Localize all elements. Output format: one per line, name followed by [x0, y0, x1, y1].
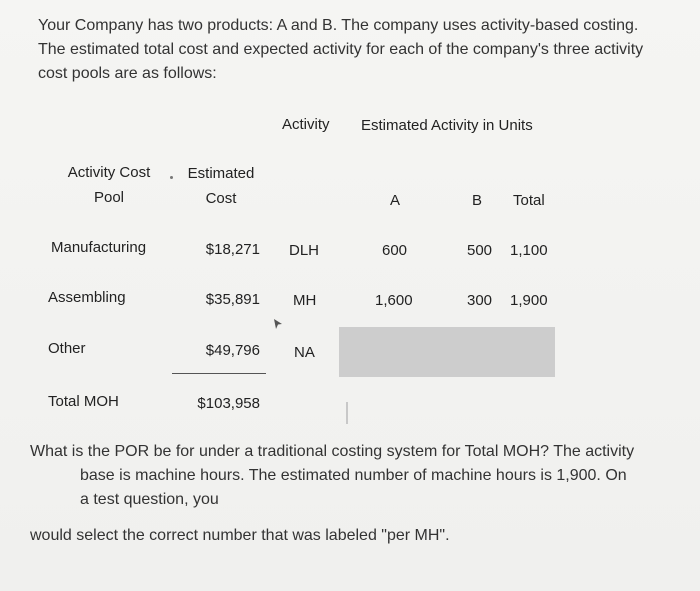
text-cursor [346, 402, 348, 424]
header-activity: Activity [282, 116, 330, 133]
header-cost-line2: Cost [205, 190, 237, 207]
row-manufacturing-pool: Manufacturing [51, 239, 147, 256]
header-estimated-activity: Estimated Activity in Units [361, 117, 533, 134]
row-manufacturing-a: 600 [382, 242, 408, 259]
row-assembling-total: 1,900 [510, 292, 548, 309]
question-line4: would select the correct number that was labeled "per MH". [30, 527, 450, 544]
row-manufacturing-activity: DLH [289, 242, 320, 259]
row-other-pool: Other [48, 340, 86, 357]
intro-paragraph: Your Company has two products: A and B. The company uses activity-based costing. The estimated total cost and expected activity for each of the company's three activity cost pools are as follows: [38, 17, 644, 82]
row-assembling-b: 300 [467, 292, 493, 309]
mouse-pointer-icon [272, 318, 284, 330]
row-manufacturing-cost: $18,271 [205, 241, 260, 258]
row-assembling-pool: Assembling [48, 289, 126, 306]
header-b: B [472, 192, 483, 209]
row-assembling-cost: $35,891 [205, 291, 260, 308]
header-cost-line1: Estimated [187, 165, 255, 182]
stray-mark-icon [170, 176, 173, 179]
shaded-cell [339, 327, 555, 377]
question-text [30, 440, 670, 548]
header-total: Total [513, 192, 545, 209]
total-moh-cost: $103,958 [197, 395, 260, 412]
header-pool-line1: Activity Cost [67, 164, 151, 181]
question-line1: What is the POR be for under a traditional costing system for Total MOH? The activity [30, 443, 635, 460]
row-manufacturing-b: 500 [467, 242, 493, 259]
total-moh-label: Total MOH [48, 393, 119, 410]
row-assembling-a: 1,600 [375, 292, 413, 309]
row-manufacturing-total: 1,100 [510, 242, 548, 259]
total-rule [172, 373, 266, 374]
header-pool-line2: Pool [93, 189, 125, 206]
question-line2: base is machine hours. The estimated number of machine hours is 1,900. On [80, 467, 627, 484]
header-a: A [390, 192, 401, 209]
question-line3: a test question, you [80, 491, 219, 508]
row-assembling-activity: MH [293, 292, 317, 309]
row-other-activity: NA [294, 344, 315, 361]
row-other-cost: $49,796 [205, 342, 260, 359]
